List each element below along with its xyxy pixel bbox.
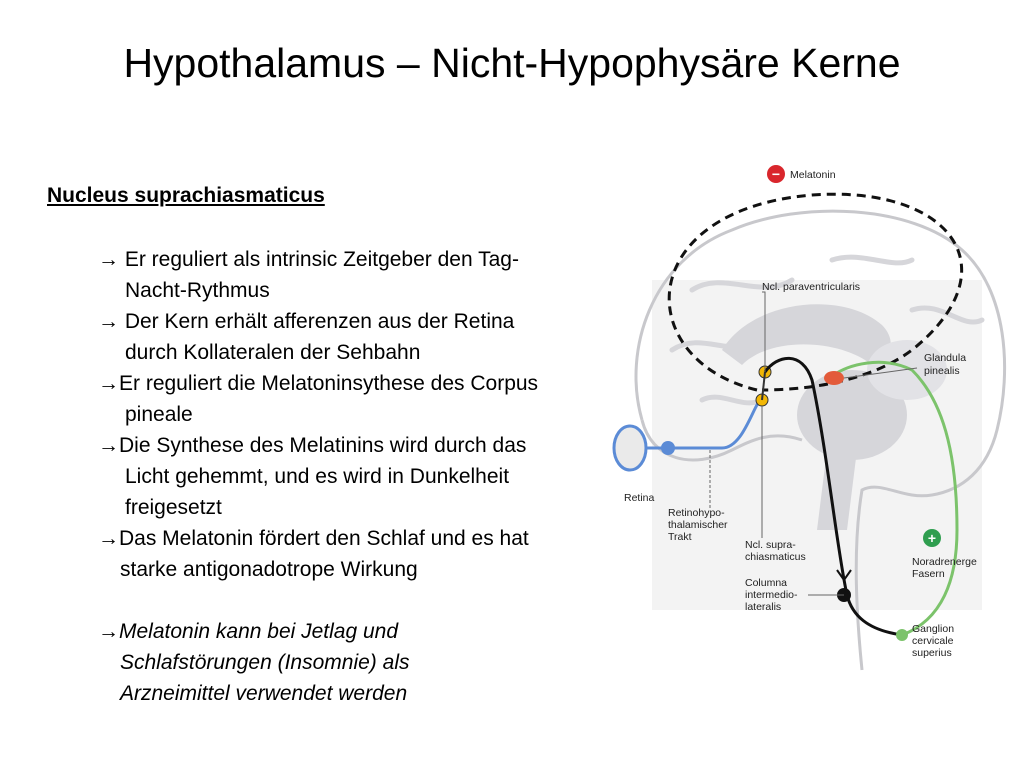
bullet-line: Arzneimittel verwendet werden [120, 682, 408, 705]
label-fasern: Fasern [912, 568, 945, 580]
bullet-item [98, 430, 638, 523]
bullet-line: →Er reguliert die Melatoninsythese des Corpus [98, 372, 539, 395]
label-col-2: intermedio- [745, 589, 798, 601]
bullet-line: starke antigonadotrope Wirkung [120, 558, 418, 581]
label-pinealis: pinealis [924, 365, 960, 377]
label-scn-1: Ncl. supra- [745, 539, 796, 551]
retina-eye [614, 426, 646, 470]
label-ncl-paraventricularis: Ncl. paraventricularis [762, 281, 861, 293]
bullet-line: →Das Melatonin fördert den Schlaf und es hat [98, 527, 529, 550]
label-retina: Retina [624, 492, 655, 504]
label-ganglion: Ganglion [912, 623, 955, 635]
label-rht-3: Trakt [668, 531, 692, 543]
bullet-item [98, 244, 638, 306]
bullet-item [98, 306, 638, 368]
label-scn-2: chiasmaticus [745, 551, 806, 563]
label-col-1: Columna [745, 577, 788, 589]
bullet-line: →Die Synthese des Melatinins wird durch das [98, 434, 527, 457]
label-cervicale: cervicale [912, 635, 954, 647]
label-col-3: lateralis [745, 601, 782, 613]
ganglion-cervicale-cell [896, 629, 908, 641]
brain-diagram [612, 150, 1024, 680]
brain-diagram-svg [612, 150, 1024, 680]
label-superius: superius [912, 647, 952, 659]
bullet-line: → Der Kern erhält afferenzen aus der Retina [98, 310, 515, 333]
bullet-line: Licht gehemmt, und es wird in Dunkelheit [125, 465, 510, 488]
bullet-line: Nacht-Rythmus [125, 279, 270, 302]
bullet-item [98, 523, 638, 585]
bullet-line: → Er reguliert als intrinsic Zeitgeber den Tag- [98, 248, 519, 271]
bullet-line: →Melatonin kann bei Jetlag und [98, 620, 399, 643]
bullet-item [98, 616, 638, 709]
label-glandula: Glandula [924, 352, 967, 364]
section-heading: Nucleus suprachiasmaticus [47, 184, 325, 207]
label-noradrenerge: Noradrenerge [912, 556, 977, 568]
label-rht-1: Retinohypo- [668, 507, 725, 519]
slide-title: Hypothalamus – Nicht-Hypophysäre Kerne [123, 40, 901, 86]
bullet-list [98, 244, 638, 709]
bullet-line: pineale [125, 403, 193, 426]
minus-sign: − [771, 166, 781, 182]
label-melatonin: Melatonin [790, 169, 836, 181]
spacer [98, 585, 638, 616]
bullet-line: Schlafstörungen (Insomnie) als [120, 651, 410, 674]
bullet-line: durch Kollateralen der Sehbahn [125, 341, 421, 364]
bullet-line: freigesetzt [125, 496, 222, 519]
bullet-item [98, 368, 638, 430]
plus-sign: + [927, 530, 937, 546]
label-rht-2: thalamischer [668, 519, 728, 531]
pineal-gland [824, 371, 844, 385]
